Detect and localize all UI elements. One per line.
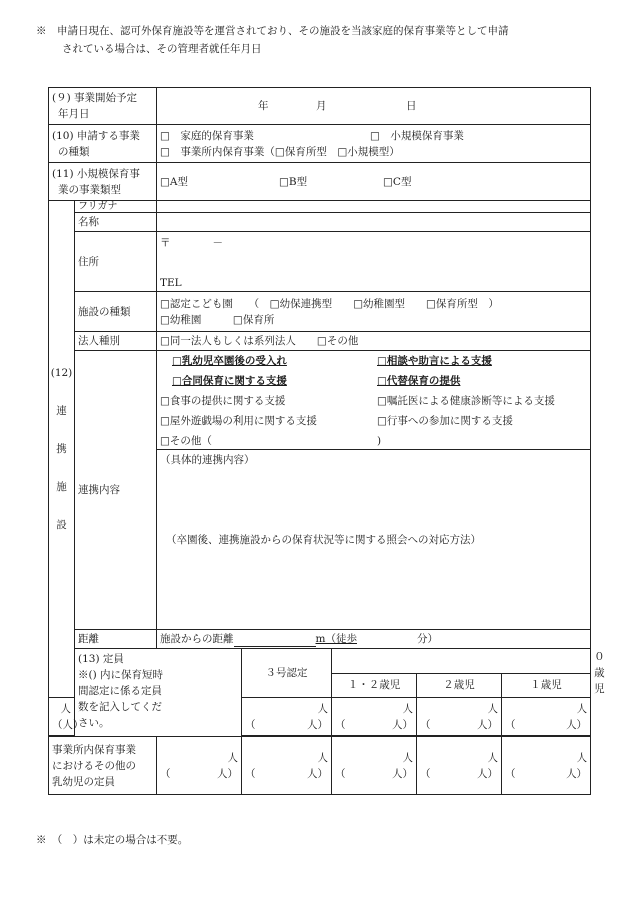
day-label: 日 — [406, 100, 417, 112]
coop-option-other[interactable]: □その他（ — [160, 435, 212, 447]
start-date-label-1: (９) 事業開始予定 — [52, 92, 138, 104]
option-type-b[interactable]: □B型 — [279, 175, 308, 188]
capacity-label-4: 数を記入してくだ — [78, 701, 162, 713]
start-date-label-cell — [49, 88, 157, 125]
small-daycare-type-label-1: (11) 小規模保育事 — [52, 167, 140, 180]
tel-label: TEL — [160, 277, 182, 289]
other-capacity-cell-age1[interactable]: 人 （ 人） — [417, 737, 502, 795]
after-graduation-label: （卒園後、連携施設からの保育状況等に関する照会への対応方法） — [166, 534, 481, 546]
cooperation-content-label-cell — [75, 351, 157, 630]
option-type-a[interactable]: □A型 — [160, 175, 189, 188]
capacity-cell-age12[interactable]: 人 （ 人） — [242, 698, 332, 736]
coop-option-health-check[interactable]: □嘱託医による健康診断等による支援 — [377, 395, 555, 407]
distance-minutes: 分） — [416, 633, 438, 645]
corporation-type-options-cell[interactable] — [157, 332, 591, 351]
footer-note: ※ （ ）は未定の場合は不要。 — [36, 834, 189, 846]
capacity-cell-age2[interactable]: 人 （ 人） — [332, 698, 417, 736]
partner-facility-section-cell — [49, 201, 75, 698]
other-capacity-cell-age0[interactable]: 人 （ 人） — [502, 737, 591, 795]
facility-name-label-cell — [75, 213, 157, 232]
row-corporation-type — [49, 332, 591, 351]
start-date-label-2: 年月日 — [58, 108, 90, 120]
distance-text: 施設からの距離 — [160, 633, 234, 645]
business-type-label-cell — [49, 125, 157, 163]
option-type-c[interactable]: □C型 — [383, 175, 412, 188]
coop-option-other-close: ) — [377, 435, 382, 447]
coop-option-playground[interactable]: □屋外遊戯場の利用に関する支援 — [160, 415, 317, 427]
corporation-type-label: 法人種別 — [78, 335, 120, 347]
distance-label-cell — [75, 630, 157, 649]
month-label: 月 — [316, 100, 327, 112]
capacity-person-type3: 人 — [60, 702, 71, 715]
coop-option-consultation[interactable]: □相談や助言による支援 — [377, 355, 492, 367]
facility-type-line-1[interactable]: □認定こども園 （ □幼保連携型 □幼稚園型 □保育所型 ） — [160, 297, 499, 310]
row-cooperation-options — [49, 351, 591, 450]
business-type-label-1: (10) 申請する事業 — [52, 129, 140, 142]
small-daycare-type-label-2: 業の事業類型 — [58, 183, 121, 196]
other-capacity-label-3: 乳幼児の定員 — [52, 775, 115, 788]
cooperation-content-label: 連携内容 — [78, 484, 120, 496]
furigana-value-cell[interactable] — [157, 201, 591, 213]
small-daycare-type-options-cell — [157, 163, 591, 201]
capacity-cell-age1[interactable]: 人 （ 人） — [417, 698, 502, 736]
other-capacity-cell-age2[interactable]: 人 （ 人） — [332, 737, 417, 795]
coop-option-joint-care[interactable]: □合同保育に関する支援 — [172, 375, 287, 387]
header-age1: １歳児 — [502, 673, 591, 698]
facility-type-label: 施設の種類 — [78, 305, 131, 318]
other-capacity-label-1: 事業所内保育事業 — [52, 743, 136, 756]
distance-unit: m（徒歩 — [315, 633, 357, 645]
partner-facility-char-1: 連 — [56, 405, 67, 417]
option-small-daycare[interactable]: □ 小規模保育事業 — [370, 129, 464, 142]
business-type-label-2: の種類 — [58, 145, 90, 158]
capacity-label-3: 間認定に係る定員 — [78, 685, 162, 697]
application-form-table — [48, 87, 605, 795]
facility-type-line-2[interactable]: □幼稚園 □保育所 — [160, 313, 275, 326]
distance-value-cell[interactable] — [157, 630, 591, 649]
specific-content-label: （具体的連携内容） — [160, 454, 255, 466]
capacity-label-5: さい。 — [78, 717, 110, 729]
capacity-short-type3: 人） — [62, 718, 84, 731]
other-capacity-cell-age12[interactable]: 人 （ 人） — [242, 737, 332, 795]
row-distance — [49, 630, 591, 649]
capacity-label-1: (13) 定員 — [78, 653, 124, 665]
business-type-options-cell — [157, 125, 591, 163]
header-age12: １・２歳児 — [332, 673, 417, 698]
corporation-type-label-cell — [75, 332, 157, 351]
distance-blank[interactable] — [234, 634, 316, 647]
address-label: 住所 — [78, 255, 99, 268]
postal-code: 〒 － — [160, 237, 223, 249]
furigana-label-cell — [75, 201, 157, 213]
row-address — [49, 232, 591, 292]
facility-name-value-cell[interactable] — [157, 213, 591, 232]
coop-option-acceptance[interactable]: □乳幼児卒園後の受入れ — [172, 355, 287, 367]
header-age2: ２歳児 — [417, 673, 502, 698]
row-capacity-header-1: (13) 定員 ※() 内に保育短時 間認定に係る定員 数を記入してくだ さい。 ３号認定 ０歳児 — [49, 649, 591, 674]
row-start-date — [49, 88, 591, 125]
start-date-value-cell[interactable] — [157, 88, 591, 125]
partner-facility-number: (12) — [50, 367, 73, 379]
top-note — [36, 22, 596, 58]
row-small-daycare-type — [49, 163, 591, 201]
cooperation-details-cell[interactable] — [157, 450, 591, 630]
partner-facility-char-2: 携 — [56, 443, 67, 455]
partner-facility-char-3: 施 — [56, 481, 67, 493]
coop-option-substitute-care[interactable]: □代替保育の提供 — [377, 375, 461, 387]
option-home-daycare[interactable]: □ 家庭的保育事業 — [160, 129, 254, 142]
row-other-capacity — [49, 737, 591, 795]
option-workplace-daycare[interactable]: □ 事業所内保育事業（□保育所型 □小規模型） — [160, 145, 400, 158]
facility-name-label: 名称 — [78, 216, 99, 228]
corporation-type-options[interactable]: □同一法人もしくは系列法人 □その他 — [160, 335, 359, 347]
capacity-cell-age0[interactable]: 人 （ 人） — [502, 698, 591, 736]
year-label: 年 — [258, 100, 269, 112]
other-capacity-label-cell — [49, 737, 157, 795]
row-facility-name — [49, 213, 591, 232]
address-label-cell — [75, 232, 157, 292]
top-note-line1: ※ 申請日現在、認可外保育施設等を運営されており、その施設を当該家庭的保育事業等として申請 — [36, 25, 509, 37]
distance-label: 距離 — [78, 633, 99, 645]
small-daycare-type-label-cell — [49, 163, 157, 201]
header-type3: ３号認定 — [242, 649, 332, 698]
capacity-label-cell — [75, 649, 242, 737]
cooperation-options-cell — [157, 351, 591, 450]
furigana-label: フリガナ — [78, 201, 118, 212]
header-group-blank — [332, 649, 591, 674]
coop-option-meals[interactable]: □食事の提供に関する支援 — [160, 395, 286, 407]
other-capacity-cell-type3[interactable]: 人 （ 人） — [157, 737, 242, 795]
address-value-cell[interactable] — [157, 232, 591, 292]
row-furigana — [49, 201, 591, 213]
partner-facility-char-4: 設 — [56, 519, 67, 531]
capacity-label-2: ※() 内に保育短時 — [78, 669, 164, 681]
other-capacity-label-2: におけるその他の — [52, 759, 136, 772]
facility-type-label-cell — [75, 292, 157, 332]
row-facility-type — [49, 292, 591, 332]
top-note-line2: されている場合は、その管理者就任年月日 — [62, 43, 262, 55]
facility-type-options-cell — [157, 292, 591, 332]
coop-option-events[interactable]: □行事への参加に関する支援 — [377, 415, 513, 427]
capacity-cell-type3[interactable]: 人 （ 人） — [49, 698, 75, 736]
row-business-type — [49, 125, 591, 163]
